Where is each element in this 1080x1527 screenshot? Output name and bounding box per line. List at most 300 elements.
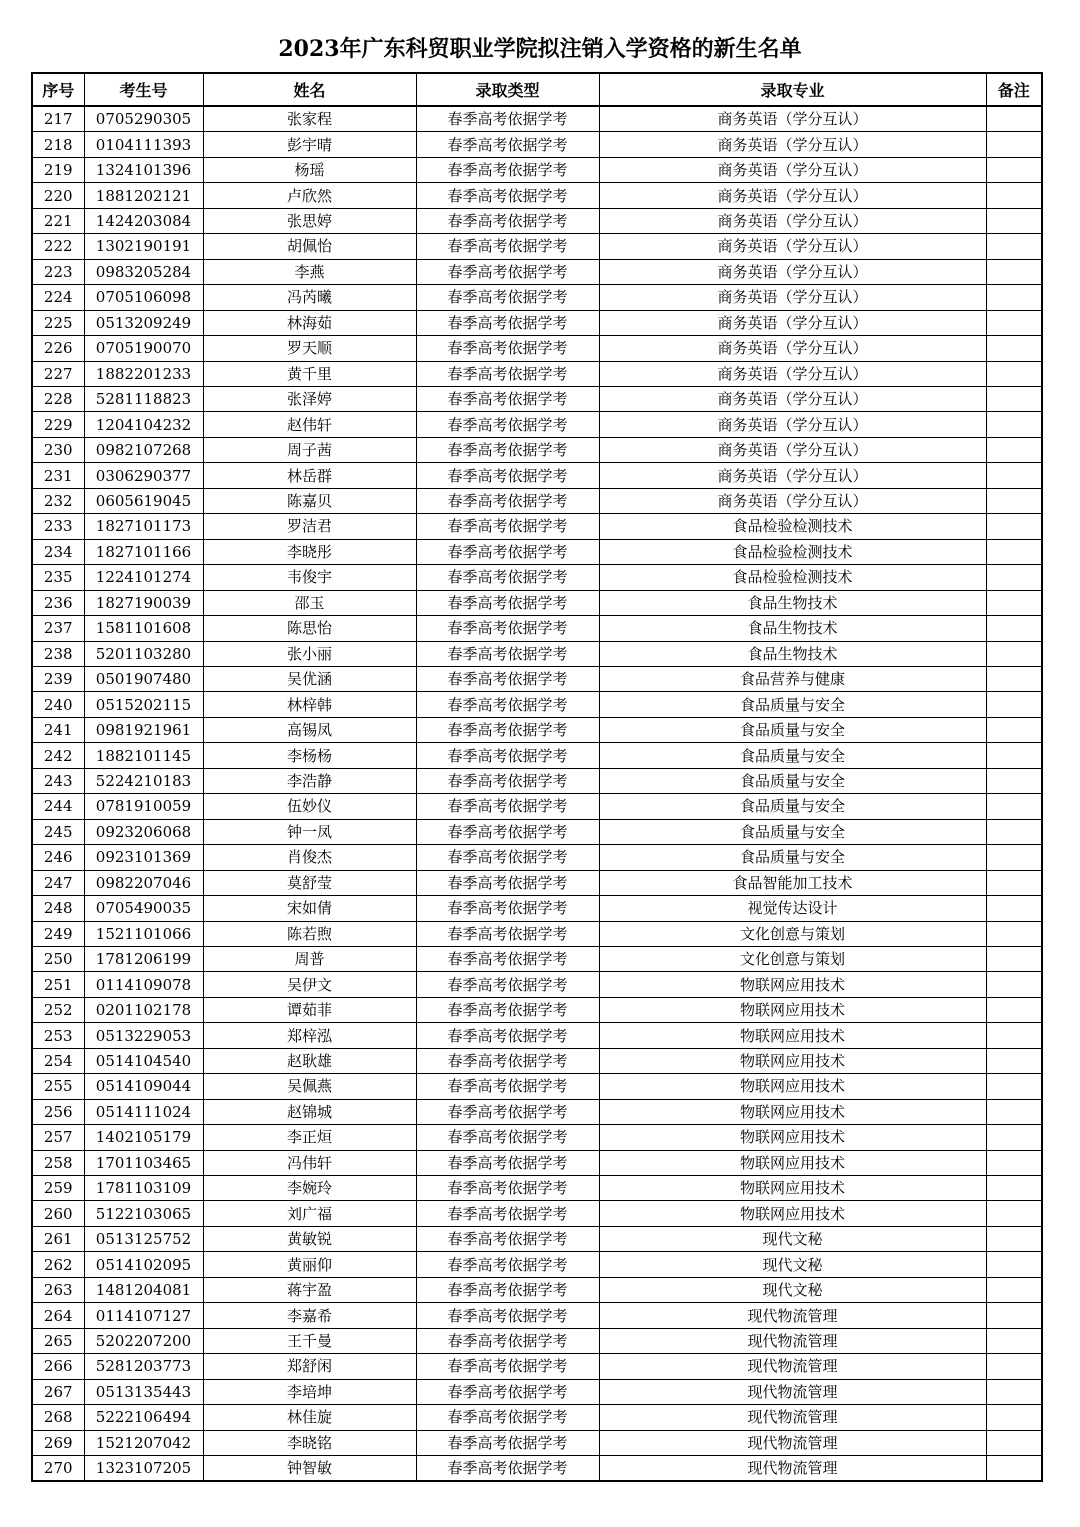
name-cell: 赵伟轩 xyxy=(203,412,416,437)
column-header-type: 录取类型 xyxy=(416,73,599,106)
admission-type-cell: 春季高考依据学考 xyxy=(416,819,599,844)
table-row xyxy=(32,1023,1042,1048)
admission-type-cell: 春季高考依据学考 xyxy=(416,1201,599,1226)
exam-id-cell: 5281203773 xyxy=(84,1354,203,1379)
major-cell: 物联网应用技术 xyxy=(599,997,986,1022)
exam-id-cell: 1224101274 xyxy=(84,565,203,590)
table-row xyxy=(32,946,1042,971)
exam-id-cell: 0923206068 xyxy=(84,819,203,844)
major-cell: 现代文秘 xyxy=(599,1226,986,1251)
major-cell: 商务英语（学分互认） xyxy=(599,336,986,361)
table-row xyxy=(32,132,1042,157)
major-cell: 食品质量与安全 xyxy=(599,692,986,717)
exam-id-cell: 0705106098 xyxy=(84,285,203,310)
name-cell: 杨瑶 xyxy=(203,157,416,182)
seq-cell: 237 xyxy=(32,616,84,641)
major-cell: 食品质量与安全 xyxy=(599,794,986,819)
major-cell: 食品质量与安全 xyxy=(599,717,986,742)
table-row xyxy=(32,1252,1042,1277)
major-cell: 物联网应用技术 xyxy=(599,1099,986,1124)
name-cell: 陈嘉贝 xyxy=(203,488,416,513)
admission-type-cell: 春季高考依据学考 xyxy=(416,743,599,768)
seq-cell: 218 xyxy=(32,132,84,157)
major-cell: 食品营养与健康 xyxy=(599,666,986,691)
major-cell: 食品质量与安全 xyxy=(599,743,986,768)
seq-cell: 246 xyxy=(32,845,84,870)
admission-type-cell: 春季高考依据学考 xyxy=(416,946,599,971)
table-row xyxy=(32,1277,1042,1302)
table-row xyxy=(32,1456,1042,1482)
seq-cell: 223 xyxy=(32,259,84,284)
admission-type-cell: 春季高考依据学考 xyxy=(416,386,599,411)
name-cell: 肖俊杰 xyxy=(203,845,416,870)
exam-id-cell: 1827101173 xyxy=(84,514,203,539)
note-cell xyxy=(986,666,1042,691)
major-cell: 商务英语（学分互认） xyxy=(599,132,986,157)
seq-cell: 255 xyxy=(32,1074,84,1099)
major-cell: 物联网应用技术 xyxy=(599,1150,986,1175)
exam-id-cell: 0605619045 xyxy=(84,488,203,513)
name-cell: 黄千里 xyxy=(203,361,416,386)
admission-type-cell: 春季高考依据学考 xyxy=(416,463,599,488)
exam-id-cell: 0923101369 xyxy=(84,845,203,870)
table-row xyxy=(32,845,1042,870)
note-cell xyxy=(986,437,1042,462)
name-cell: 罗洁君 xyxy=(203,514,416,539)
name-cell: 林梓韩 xyxy=(203,692,416,717)
page-title: 2023年广东科贸职业学院拟注销入学资格的新生名单 xyxy=(278,36,802,62)
major-cell: 商务英语（学分互认） xyxy=(599,412,986,437)
column-header-note: 备注 xyxy=(986,73,1042,106)
seq-cell: 243 xyxy=(32,768,84,793)
note-cell xyxy=(986,896,1042,921)
seq-cell: 232 xyxy=(32,488,84,513)
seq-cell: 224 xyxy=(32,285,84,310)
major-cell: 现代物流管理 xyxy=(599,1379,986,1404)
seq-cell: 233 xyxy=(32,514,84,539)
note-cell xyxy=(986,157,1042,182)
note-cell xyxy=(986,234,1042,259)
exam-id-cell: 0104111393 xyxy=(84,132,203,157)
note-cell xyxy=(986,717,1042,742)
note-cell xyxy=(986,845,1042,870)
admission-type-cell: 春季高考依据学考 xyxy=(416,1405,599,1430)
name-cell: 冯伟轩 xyxy=(203,1150,416,1175)
exam-id-cell: 0513125752 xyxy=(84,1226,203,1251)
note-cell xyxy=(986,1099,1042,1124)
table-row xyxy=(32,1048,1042,1073)
name-cell: 宋如倩 xyxy=(203,896,416,921)
table-body xyxy=(32,106,1042,1481)
note-cell xyxy=(986,1303,1042,1328)
table-row xyxy=(32,539,1042,564)
exam-id-cell: 1521207042 xyxy=(84,1430,203,1455)
table-row xyxy=(32,692,1042,717)
table-row xyxy=(32,1099,1042,1124)
exam-id-cell: 0513209249 xyxy=(84,310,203,335)
admission-type-cell: 春季高考依据学考 xyxy=(416,234,599,259)
admission-type-cell: 春季高考依据学考 xyxy=(416,997,599,1022)
name-cell: 卢欣然 xyxy=(203,183,416,208)
name-cell: 李正烜 xyxy=(203,1125,416,1150)
exam-id-cell: 1881202121 xyxy=(84,183,203,208)
table-row xyxy=(32,1176,1042,1201)
exam-id-cell: 0705190070 xyxy=(84,336,203,361)
major-cell: 物联网应用技术 xyxy=(599,1048,986,1073)
admission-type-cell: 春季高考依据学考 xyxy=(416,692,599,717)
note-cell xyxy=(986,1277,1042,1302)
admission-type-cell: 春季高考依据学考 xyxy=(416,157,599,182)
major-cell: 商务英语（学分互认） xyxy=(599,310,986,335)
note-cell xyxy=(986,310,1042,335)
name-cell: 陈若煦 xyxy=(203,921,416,946)
seq-cell: 265 xyxy=(32,1328,84,1353)
name-cell: 李浩静 xyxy=(203,768,416,793)
note-cell xyxy=(986,361,1042,386)
exam-id-cell: 5122103065 xyxy=(84,1201,203,1226)
admission-type-cell: 春季高考依据学考 xyxy=(416,1226,599,1251)
note-cell xyxy=(986,565,1042,590)
note-cell xyxy=(986,997,1042,1022)
major-cell: 商务英语（学分互认） xyxy=(599,285,986,310)
name-cell: 伍妙仪 xyxy=(203,794,416,819)
seq-cell: 225 xyxy=(32,310,84,335)
exam-id-cell: 1481204081 xyxy=(84,1277,203,1302)
note-cell xyxy=(986,1201,1042,1226)
note-cell xyxy=(986,183,1042,208)
seq-cell: 230 xyxy=(32,437,84,462)
major-cell: 视觉传达设计 xyxy=(599,896,986,921)
note-cell xyxy=(986,336,1042,361)
seq-cell: 267 xyxy=(32,1379,84,1404)
seq-cell: 217 xyxy=(32,106,84,132)
admission-type-cell: 春季高考依据学考 xyxy=(416,208,599,233)
admission-type-cell: 春季高考依据学考 xyxy=(416,132,599,157)
exam-id-cell: 5224210183 xyxy=(84,768,203,793)
seq-cell: 266 xyxy=(32,1354,84,1379)
name-cell: 李晓铭 xyxy=(203,1430,416,1455)
major-cell: 商务英语（学分互认） xyxy=(599,463,986,488)
note-cell xyxy=(986,1456,1042,1482)
major-cell: 食品质量与安全 xyxy=(599,845,986,870)
table-row xyxy=(32,641,1042,666)
note-cell xyxy=(986,794,1042,819)
major-cell: 食品质量与安全 xyxy=(599,768,986,793)
admission-type-cell: 春季高考依据学考 xyxy=(416,1125,599,1150)
name-cell: 李嘉希 xyxy=(203,1303,416,1328)
table-row xyxy=(32,310,1042,335)
seq-cell: 247 xyxy=(32,870,84,895)
note-cell xyxy=(986,616,1042,641)
seq-cell: 219 xyxy=(32,157,84,182)
admission-type-cell: 春季高考依据学考 xyxy=(416,590,599,615)
seq-cell: 242 xyxy=(32,743,84,768)
admission-type-cell: 春季高考依据学考 xyxy=(416,514,599,539)
seq-cell: 263 xyxy=(32,1277,84,1302)
note-cell xyxy=(986,1354,1042,1379)
note-cell xyxy=(986,386,1042,411)
admission-type-cell: 春季高考依据学考 xyxy=(416,1074,599,1099)
exam-id-cell: 1781206199 xyxy=(84,946,203,971)
name-cell: 莫舒莹 xyxy=(203,870,416,895)
column-header-id: 考生号 xyxy=(84,73,203,106)
note-cell xyxy=(986,870,1042,895)
admission-type-cell: 春季高考依据学考 xyxy=(416,972,599,997)
table-row xyxy=(32,183,1042,208)
name-cell: 林海茹 xyxy=(203,310,416,335)
seq-cell: 270 xyxy=(32,1456,84,1482)
name-cell: 周子茜 xyxy=(203,437,416,462)
seq-cell: 268 xyxy=(32,1405,84,1430)
exam-id-cell: 1204104232 xyxy=(84,412,203,437)
seq-cell: 260 xyxy=(32,1201,84,1226)
seq-cell: 256 xyxy=(32,1099,84,1124)
seq-cell: 221 xyxy=(32,208,84,233)
column-header-major: 录取专业 xyxy=(599,73,986,106)
exam-id-cell: 1781103109 xyxy=(84,1176,203,1201)
table-row xyxy=(32,717,1042,742)
note-cell xyxy=(986,514,1042,539)
exam-id-cell: 0705290305 xyxy=(84,106,203,132)
name-cell: 韦俊宇 xyxy=(203,565,416,590)
admission-type-cell: 春季高考依据学考 xyxy=(416,870,599,895)
admission-type-cell: 春季高考依据学考 xyxy=(416,565,599,590)
table-row xyxy=(32,386,1042,411)
table-row xyxy=(32,616,1042,641)
admission-type-cell: 春季高考依据学考 xyxy=(416,361,599,386)
table-row xyxy=(32,870,1042,895)
exam-id-cell: 5222106494 xyxy=(84,1405,203,1430)
seq-cell: 258 xyxy=(32,1150,84,1175)
note-cell xyxy=(986,106,1042,132)
note-cell xyxy=(986,768,1042,793)
exam-id-cell: 0513229053 xyxy=(84,1023,203,1048)
seq-cell: 262 xyxy=(32,1252,84,1277)
major-cell: 物联网应用技术 xyxy=(599,1125,986,1150)
admission-type-cell: 春季高考依据学考 xyxy=(416,1456,599,1482)
name-cell: 蒋宇盈 xyxy=(203,1277,416,1302)
exam-id-cell: 0515202115 xyxy=(84,692,203,717)
note-cell xyxy=(986,412,1042,437)
name-cell: 邵玉 xyxy=(203,590,416,615)
table-row xyxy=(32,768,1042,793)
exam-id-cell: 1882201233 xyxy=(84,361,203,386)
name-cell: 李燕 xyxy=(203,259,416,284)
table-row xyxy=(32,1201,1042,1226)
seq-cell: 227 xyxy=(32,361,84,386)
seq-cell: 226 xyxy=(32,336,84,361)
admission-type-cell: 春季高考依据学考 xyxy=(416,412,599,437)
major-cell: 食品智能加工技术 xyxy=(599,870,986,895)
table-row xyxy=(32,997,1042,1022)
note-cell xyxy=(986,1430,1042,1455)
seq-cell: 249 xyxy=(32,921,84,946)
admission-type-cell: 春季高考依据学考 xyxy=(416,1023,599,1048)
table-row xyxy=(32,514,1042,539)
note-cell xyxy=(986,921,1042,946)
name-cell: 赵锦城 xyxy=(203,1099,416,1124)
exam-id-cell: 0201102178 xyxy=(84,997,203,1022)
table-row xyxy=(32,336,1042,361)
table-row xyxy=(32,1226,1042,1251)
name-cell: 林岳群 xyxy=(203,463,416,488)
exam-id-cell: 1302190191 xyxy=(84,234,203,259)
admission-type-cell: 春季高考依据学考 xyxy=(416,1252,599,1277)
major-cell: 文化创意与策划 xyxy=(599,921,986,946)
table-row xyxy=(32,1354,1042,1379)
note-cell xyxy=(986,1328,1042,1353)
note-cell xyxy=(986,1150,1042,1175)
seq-cell: 261 xyxy=(32,1226,84,1251)
name-cell: 冯芮曦 xyxy=(203,285,416,310)
exam-id-cell: 0705490035 xyxy=(84,896,203,921)
admission-type-cell: 春季高考依据学考 xyxy=(416,845,599,870)
seq-cell: 251 xyxy=(32,972,84,997)
exam-id-cell: 1521101066 xyxy=(84,921,203,946)
table-row xyxy=(32,361,1042,386)
name-cell: 王千曼 xyxy=(203,1328,416,1353)
table-row xyxy=(32,972,1042,997)
major-cell: 现代文秘 xyxy=(599,1277,986,1302)
name-cell: 周普 xyxy=(203,946,416,971)
exam-id-cell: 0114109078 xyxy=(84,972,203,997)
admission-type-cell: 春季高考依据学考 xyxy=(416,641,599,666)
major-cell: 商务英语（学分互认） xyxy=(599,259,986,284)
exam-id-cell: 0513135443 xyxy=(84,1379,203,1404)
name-cell: 黄丽仰 xyxy=(203,1252,416,1277)
note-cell xyxy=(986,1252,1042,1277)
admission-type-cell: 春季高考依据学考 xyxy=(416,1354,599,1379)
table-row xyxy=(32,437,1042,462)
name-cell: 张思婷 xyxy=(203,208,416,233)
exam-id-cell: 1827190039 xyxy=(84,590,203,615)
note-cell xyxy=(986,946,1042,971)
exam-id-cell: 0306290377 xyxy=(84,463,203,488)
seq-cell: 235 xyxy=(32,565,84,590)
major-cell: 商务英语（学分互认） xyxy=(599,361,986,386)
seq-cell: 239 xyxy=(32,666,84,691)
admission-type-cell: 春季高考依据学考 xyxy=(416,539,599,564)
admission-type-cell: 春季高考依据学考 xyxy=(416,259,599,284)
admission-type-cell: 春季高考依据学考 xyxy=(416,1176,599,1201)
major-cell: 物联网应用技术 xyxy=(599,1023,986,1048)
note-cell xyxy=(986,972,1042,997)
name-cell: 钟智敏 xyxy=(203,1456,416,1482)
major-cell: 商务英语（学分互认） xyxy=(599,386,986,411)
exam-id-cell: 5202207200 xyxy=(84,1328,203,1353)
admission-type-cell: 春季高考依据学考 xyxy=(416,1150,599,1175)
admission-type-cell: 春季高考依据学考 xyxy=(416,616,599,641)
admission-type-cell: 春季高考依据学考 xyxy=(416,1328,599,1353)
major-cell: 文化创意与策划 xyxy=(599,946,986,971)
admission-type-cell: 春季高考依据学考 xyxy=(416,1048,599,1073)
admission-type-cell: 春季高考依据学考 xyxy=(416,921,599,946)
exam-id-cell: 1424203084 xyxy=(84,208,203,233)
exam-id-cell: 0514109044 xyxy=(84,1074,203,1099)
table-row xyxy=(32,1303,1042,1328)
major-cell: 食品生物技术 xyxy=(599,616,986,641)
major-cell: 现代物流管理 xyxy=(599,1303,986,1328)
column-header-seq: 序号 xyxy=(32,73,84,106)
seq-cell: 231 xyxy=(32,463,84,488)
seq-cell: 245 xyxy=(32,819,84,844)
seq-cell: 222 xyxy=(32,234,84,259)
column-header-name: 姓名 xyxy=(203,73,416,106)
note-cell xyxy=(986,1074,1042,1099)
roster-table xyxy=(31,72,1043,1482)
major-cell: 现代物流管理 xyxy=(599,1405,986,1430)
table-row xyxy=(32,1328,1042,1353)
seq-cell: 220 xyxy=(32,183,84,208)
table-row xyxy=(32,106,1042,132)
name-cell: 林佳旋 xyxy=(203,1405,416,1430)
major-cell: 食品检验检测技术 xyxy=(599,514,986,539)
seq-cell: 229 xyxy=(32,412,84,437)
name-cell: 胡佩怡 xyxy=(203,234,416,259)
name-cell: 张小丽 xyxy=(203,641,416,666)
major-cell: 物联网应用技术 xyxy=(599,972,986,997)
admission-type-cell: 春季高考依据学考 xyxy=(416,437,599,462)
name-cell: 李晓彤 xyxy=(203,539,416,564)
seq-cell: 259 xyxy=(32,1176,84,1201)
note-cell xyxy=(986,819,1042,844)
admission-type-cell: 春季高考依据学考 xyxy=(416,183,599,208)
major-cell: 商务英语（学分互认） xyxy=(599,106,986,132)
admission-type-cell: 春季高考依据学考 xyxy=(416,768,599,793)
name-cell: 罗天顺 xyxy=(203,336,416,361)
note-cell xyxy=(986,1125,1042,1150)
seq-cell: 240 xyxy=(32,692,84,717)
note-cell xyxy=(986,132,1042,157)
name-cell: 李培坤 xyxy=(203,1379,416,1404)
table-row xyxy=(32,896,1042,921)
seq-cell: 252 xyxy=(32,997,84,1022)
table-row xyxy=(32,234,1042,259)
name-cell: 吴优涵 xyxy=(203,666,416,691)
major-cell: 现代物流管理 xyxy=(599,1456,986,1482)
note-cell xyxy=(986,1048,1042,1073)
note-cell xyxy=(986,692,1042,717)
admission-type-cell: 春季高考依据学考 xyxy=(416,310,599,335)
table-row xyxy=(32,590,1042,615)
exam-id-cell: 0501907480 xyxy=(84,666,203,691)
exam-id-cell: 1402105179 xyxy=(84,1125,203,1150)
major-cell: 商务英语（学分互认） xyxy=(599,208,986,233)
seq-cell: 269 xyxy=(32,1430,84,1455)
major-cell: 商务英语（学分互认） xyxy=(599,183,986,208)
table-row xyxy=(32,1125,1042,1150)
name-cell: 赵耿雄 xyxy=(203,1048,416,1073)
seq-cell: 241 xyxy=(32,717,84,742)
table-row xyxy=(32,488,1042,513)
name-cell: 郑梓泓 xyxy=(203,1023,416,1048)
admission-type-cell: 春季高考依据学考 xyxy=(416,717,599,742)
name-cell: 彭宇晴 xyxy=(203,132,416,157)
major-cell: 物联网应用技术 xyxy=(599,1176,986,1201)
table-header-row xyxy=(32,73,1042,106)
note-cell xyxy=(986,463,1042,488)
table-row xyxy=(32,412,1042,437)
note-cell xyxy=(986,1379,1042,1404)
table-row xyxy=(32,1379,1042,1404)
table-row xyxy=(32,921,1042,946)
major-cell: 食品生物技术 xyxy=(599,641,986,666)
exam-id-cell: 0514102095 xyxy=(84,1252,203,1277)
seq-cell: 264 xyxy=(32,1303,84,1328)
admission-type-cell: 春季高考依据学考 xyxy=(416,1277,599,1302)
table-row xyxy=(32,208,1042,233)
name-cell: 张泽婷 xyxy=(203,386,416,411)
